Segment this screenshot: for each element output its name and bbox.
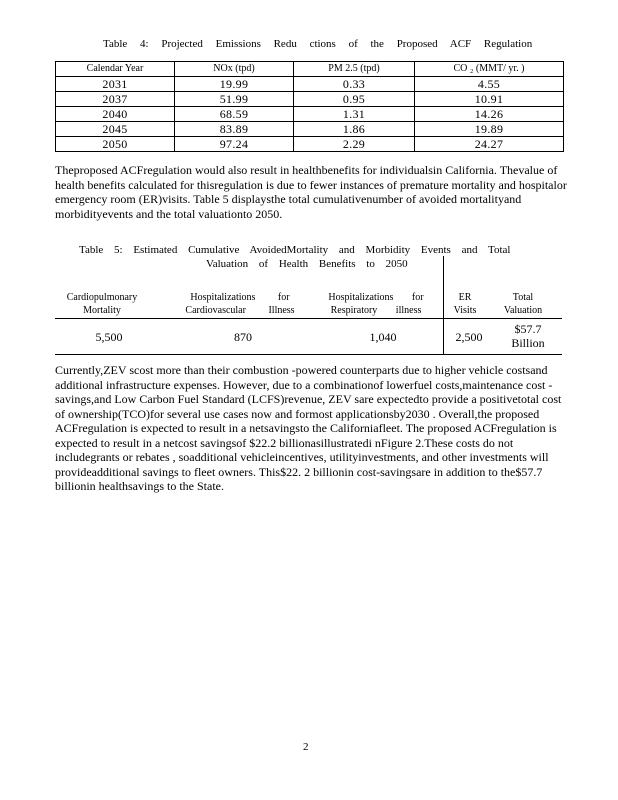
header-line: Valuation [503,305,543,316]
table-cell: 1.31 [294,107,415,122]
header-line: Hospitalizations for [328,292,424,303]
table-cell: 2031 [56,77,175,92]
table-cell: 2050 [56,137,175,152]
valuation-amount: $57.7 [514,322,542,336]
emissions-reductions-table [55,61,564,152]
column-header-year: Calendar Year [56,62,175,77]
page-number: 2 [303,741,309,753]
hosp-respiratory-value: 1,040 [369,330,397,344]
table-row [56,92,564,107]
table-cell: 51.99 [175,92,294,107]
table-cell: 97.24 [175,137,294,152]
header-line: Total [512,292,534,303]
column-header-nox: NOx (tpd) [175,62,294,77]
cost-savings-paragraph: Currently,ZEV scost more than their combustion -powered counterparts due to higher vehicle costsand additional infrastructure expenses. However, due to a combinationof lowerfuel costs,maintenance cost -savings,and Low Carbon Fuel Standard (LCFS)revenue, ZEV sare expectedto provide a positivetotal cost of ownership(TCO)for several use cases now and formost applicationsby2030 . Overall,the proposed ACFregulation is expected to result in a netsavingsto the Californiafleet. The proposed ACFregulation is expected to result in a netcost savingsof $22.2 billionasillustratedi nFigure 2.These costs do not includegrants or rebates , soadditional vehicleincentives, utilityinvestments, and other investments will provideadditional savings to fleet owners. This$22. 2 billionin cost-savingsare in addition to the$57.7 billionin healthsavings to the State. [55,363,562,493]
table-cell: 2037 [56,92,175,107]
column-header-hosp-respiratory [322,291,430,317]
header-line: Cardiopulmonary [66,292,138,303]
table5-caption-line1: Table 5: Estimated Cumulative AvoidedMortality and Morbidity Events and Total [79,244,511,256]
table-cell: 19.89 [415,122,564,137]
table5-column-divider [443,256,444,355]
header-line: ER [458,292,472,303]
er-visits-value: 2,500 [455,330,483,344]
table-cell: 10.91 [415,92,564,107]
table-cell: 4.55 [415,77,564,92]
table-cell: 2.29 [294,137,415,152]
cardiopulmonary-mortality-value: 5,500 [95,330,123,344]
table-cell: 0.95 [294,92,415,107]
table-cell: 19.99 [175,77,294,92]
table-row [56,107,564,122]
valuation-unit: Billion [511,336,545,350]
header-line: Mortality [83,305,121,316]
column-header-co2: CO ₂ (MMT/ yr. ) [415,62,564,77]
header-line: Respiratory illness [330,305,422,316]
table-cell: 83.89 [175,122,294,137]
column-header-er-visits [448,291,482,317]
hosp-cardiovascular-value: 870 [234,330,252,344]
header-line: Visits [453,305,477,316]
table4-caption: Table 4: Projected Emissions Redu ctions of the Proposed ACF Regulation [103,38,533,50]
header-line: Hospitalizations for [190,292,290,303]
table-row [56,137,564,152]
total-valuation-value [502,322,554,350]
column-header-pm25: PM 2.5 (tpd) [294,62,415,77]
health-benefits-paragraph: Theproposed ACFregulation would also result in healthbenefits for individualsin California. Thevalue of health benefits calculated for thisregulation is due to fewer instances of premature mortality and hospitalor emergency room (ER)visits. Table 5 displaysthe total cumulativenumber of avoided mortalityand morbidityevents and the total valuationto 2050. [55,163,567,221]
table-cell: 1.86 [294,122,415,137]
table-cell: 0.33 [294,77,415,92]
column-header-cardiopulmonary [58,291,146,317]
table-header-row [56,62,564,77]
header-line: Cardiovascular Illness [185,305,295,316]
table-row [56,122,564,137]
table5-header-rule [55,318,562,319]
table5-bottom-rule [55,354,562,355]
table-row [56,77,564,92]
table-cell: 2045 [56,122,175,137]
table-cell: 2040 [56,107,175,122]
table5-caption-line2: Valuation of Health Benefits to 2050 [206,258,408,270]
table-cell: 14.26 [415,107,564,122]
column-header-hosp-cardiovascular [184,291,296,317]
table-cell: 24.27 [415,137,564,152]
table-cell: 68.59 [175,107,294,122]
column-header-total-valuation [494,291,552,317]
